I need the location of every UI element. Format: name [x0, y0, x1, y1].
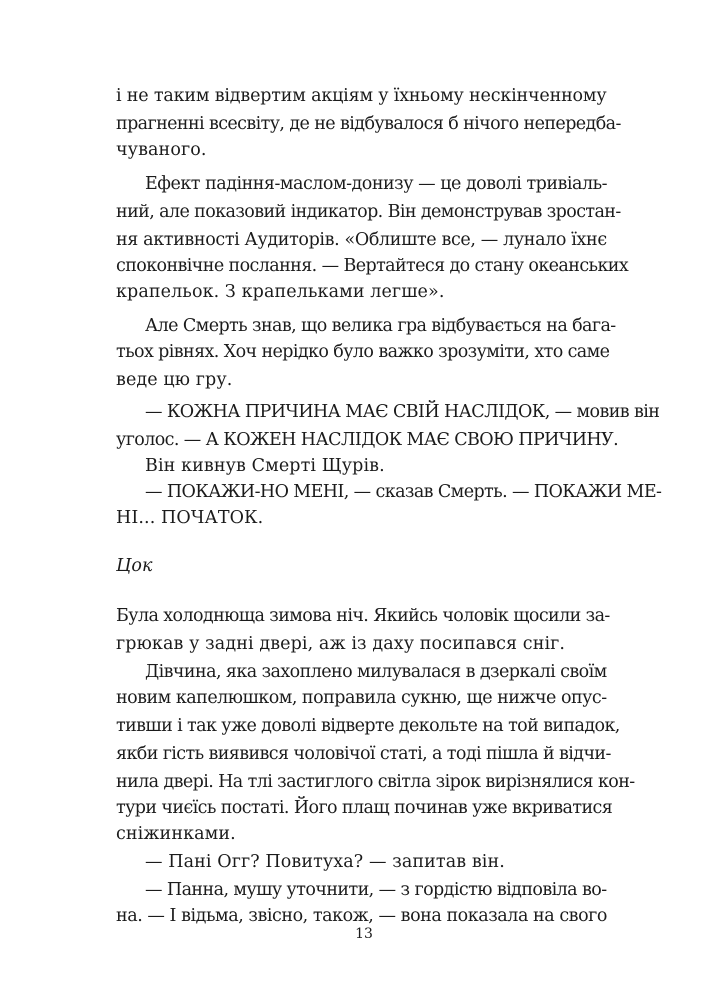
- text-line: якби гість виявився чоловічої статі, а тоді пішла й відчи-: [116, 744, 611, 764]
- text-line: крапельок. З крапельками легше».: [116, 282, 445, 302]
- text-line: грюкав у задні двері, аж із даху посипався сніг.: [116, 634, 566, 654]
- text-line: сніжинками.: [116, 824, 236, 844]
- page-number: 13: [355, 926, 373, 942]
- text-line: тури чиєїсь постаті. Його плащ починав уже вкриватися: [116, 798, 613, 818]
- section-heading: Цок: [116, 556, 153, 576]
- text-line: чуваного.: [116, 140, 207, 160]
- text-line: прагненні всесвіту, де не відбувалося б нічого непередба-: [116, 114, 621, 134]
- text-line: на. — І відьма, звісно, також, — вона показала на свого: [116, 906, 607, 926]
- text-line: НІ... ПОЧАТОК.: [116, 508, 264, 528]
- text-line: Він кивнув Смерті Щурів.: [145, 456, 385, 476]
- text-line: — КОЖНА ПРИЧИНА МАЄ СВІЙ НАСЛІДОК, — мовив він: [145, 402, 660, 422]
- text-line: Була холоднюща зимова ніч. Якийсь чоловік щосили за-: [116, 606, 610, 626]
- text-line: новим капелюшком, поправила сукню, ще нижче опус-: [116, 688, 607, 708]
- text-line: тивши і так уже доволі відверте декольте на той випадок,: [116, 716, 620, 736]
- text-line: ня активності Аудиторів. «Облиште все, — лунало їхнє: [116, 230, 607, 250]
- text-line: і не таким відвертим акціям у їхньому нескінченному: [116, 86, 607, 106]
- text-line: Дівчина, яка захоплено милувалася в дзеркалі своїм: [145, 662, 607, 682]
- text-line: — ПОКАЖИ-НО МЕНІ, — сказав Смерть. — ПОКАЖИ МЕ-: [145, 482, 662, 502]
- text-line: ний, але показовий індикатор. Він демонстрував зростан-: [116, 202, 621, 222]
- text-line: Але Смерть знав, що велика гра відбувається на бага-: [145, 316, 616, 336]
- text-line: нила двері. На тлі застиглого світла зірок вирізнялися кон-: [116, 772, 635, 792]
- text-line: споконвічне послання. — Вертайтеся до стану океанських: [116, 256, 629, 276]
- text-line: веде цю гру.: [116, 370, 233, 390]
- text-line: тьох рівнях. Хоч нерідко було важко зрозуміти, хто саме: [116, 342, 610, 362]
- text-line: Ефект падіння-маслом-донизу — це доволі тривіаль-: [145, 174, 608, 194]
- text-line: — Пані Огг? Повитуха? — запитав він.: [145, 852, 505, 872]
- text-line: — Панна, мушу уточнити, — з гордістю відповіла во-: [145, 880, 607, 900]
- text-line: уголос. — А КОЖЕН НАСЛІДОК МАЄ СВОЮ ПРИЧИНУ.: [116, 430, 619, 450]
